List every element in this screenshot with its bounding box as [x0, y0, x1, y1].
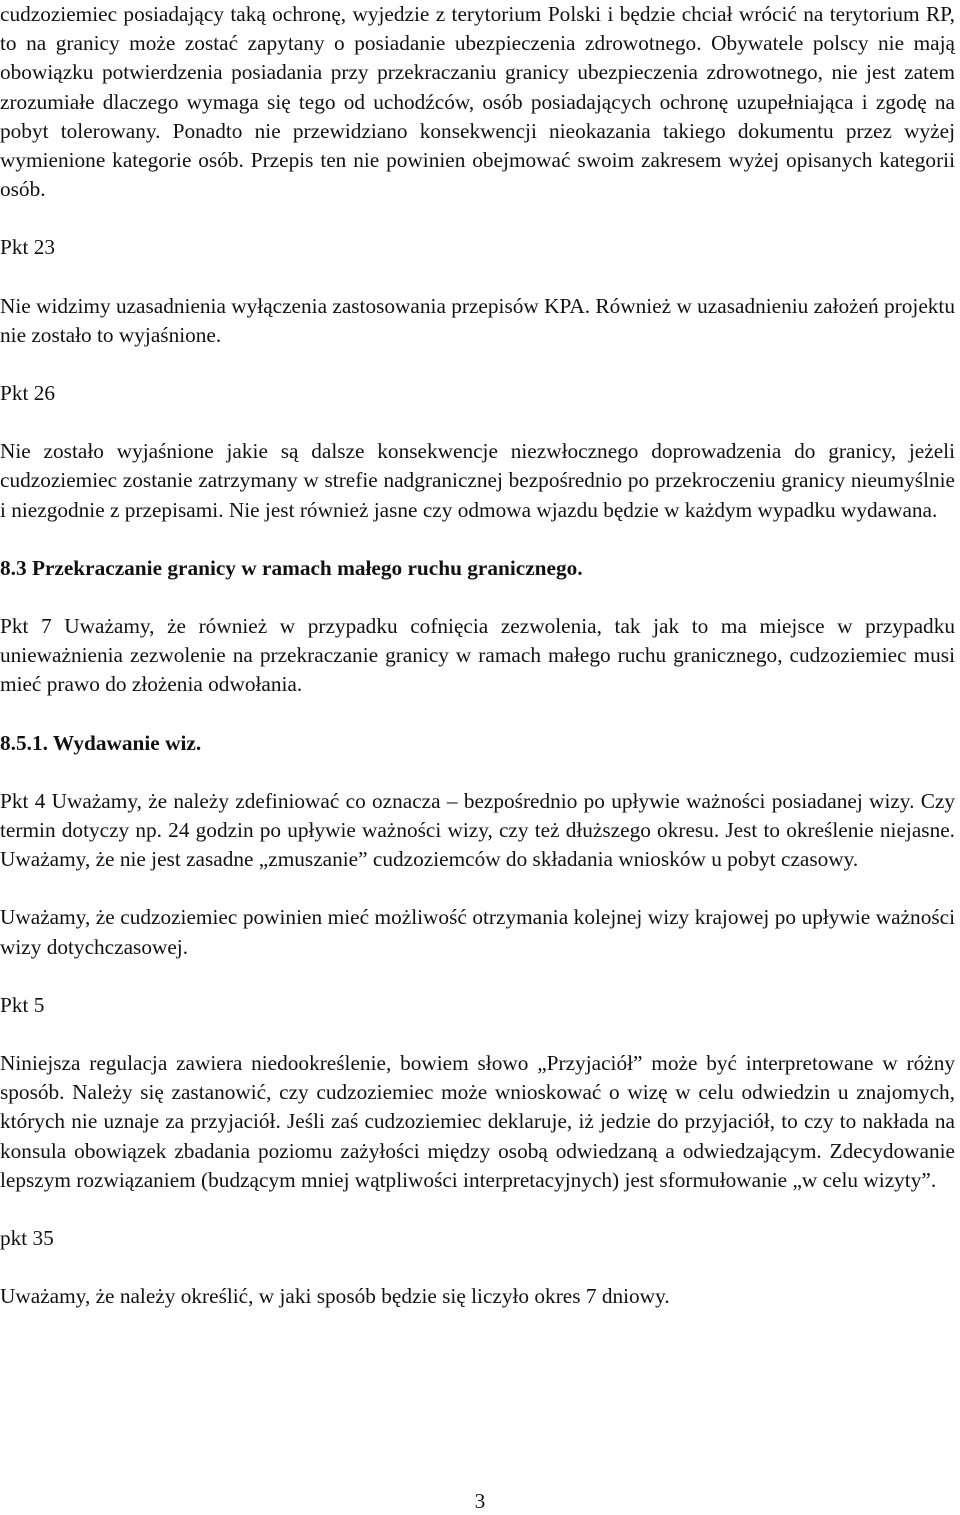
- paragraph-pkt5: Niniejsza regulacja zawiera niedookreślenie, bowiem słowo „Przyjaciół” może być interpretowane w różny sposób. Należy się zastanowić, czy cudzoziemiec może wnioskować o wizę w celu odwiedzin u znajomych, których nie uznaje za przyjaciół. Jeśli zaś cudzoziemiec deklaruje, iż jedzie do przyjaciół, to czy to nakłada na konsula obowiązek zbadania poziomu zażyłości między osobą odwiedzaną a odwiedzającym. Zdecydowanie lepszym rozwiązaniem (budzącym mniej wątpliwości interpretacyjnych) jest sformułowanie „w celu wizyty”.: [0, 1051, 955, 1192]
- spacer: [0, 874, 955, 903]
- paragraph-wiza: Uważamy, że cudzoziemiec powinien mieć możliwość otrzymania kolejnej wizy krajowej po upływie ważności wizy dotychczasowej.: [0, 905, 955, 959]
- spacer: [0, 350, 955, 379]
- section-label-pkt23: Pkt 23: [0, 235, 56, 260]
- paragraph-pkt7: Pkt 7 Uważamy, że również w przypadku cofnięcia zezwolenia, tak jak to ma miejsce w przypadku unieważnienia zezwolenie na przekraczanie granicy w ramach małego ruchu granicznego, cudzoziemiec musi mieć prawo do złożenia odwołania.: [0, 614, 955, 697]
- spacer: [0, 263, 955, 292]
- section-label-pkt5: Pkt 5: [0, 992, 45, 1017]
- paragraph-pkt26: Nie zostało wyjaśnione jakie są dalsze konsekwencje niezwłocznego doprowadzenia do granicy, jeżeli cudzoziemiec zostanie zatrzymany w strefie nadgranicznej bezpośrednio po przekroczeniu granicy nieumyślnie i niezgodnie z przepisami. Nie jest również jasne czy odmowa wjazdu będzie w każdym wypadku wydawana.: [0, 439, 955, 522]
- spacer: [0, 408, 955, 437]
- spacer: [0, 700, 955, 729]
- paragraph-pkt35: Uważamy, że należy określić, w jaki sposób będzie się liczyło okres 7 dniowy.: [0, 1284, 670, 1309]
- section-label-pkt35: pkt 35: [0, 1226, 54, 1251]
- paragraph-pkt23: Nie widzimy uzasadnienia wyłączenia zastosowania przepisów KPA. Również w uzasadnieniu założeń projektu nie zostało to wyjaśnione.: [0, 293, 955, 347]
- section-label-pkt26: Pkt 26: [0, 381, 56, 406]
- spacer: [0, 1020, 955, 1049]
- spacer: [0, 962, 955, 991]
- spacer: [0, 204, 955, 233]
- paragraph-intro: cudzoziemiec posiadający taką ochronę, wyjedzie z terytorium Polski i będzie chciał wrócić na terytorium RP, to na granicy może zostać zapytany o posiadanie ubezpieczenia zdrowotnego. Obywatele polscy nie mają obowiązku potwierdzenia posiadania przy przekraczaniu granicy ubezpieczenia zdrowotnego, nie jest zatem zrozumiałe dlaczego wymaga się tego od uchodźców, osób posiadających ochronę uzupełniająca i zgodę na pobyt tolerowany. Ponadto nie przewidziano konsekwencji nieokazania takiego dokumentu przez wyżej wymienione kategorie osób. Przepis ten nie powinien obejmować swoim zakresem wyżej opisanych kategorii osób.: [0, 2, 955, 202]
- section-heading-8-3: 8.3 Przekraczanie granicy w ramach małego ruchu granicznego.: [0, 555, 583, 580]
- spacer: [0, 1253, 955, 1282]
- spacer: [0, 525, 955, 554]
- spacer: [0, 1195, 955, 1224]
- spacer: [0, 758, 955, 787]
- paragraph-pkt4: Pkt 4 Uważamy, że należy zdefiniować co oznacza – bezpośrednio po upływie ważności posiadanej wizy. Czy termin dotyczy np. 24 godzin po upływie ważności wizy, czy też dłuższego okresu. Jest to określenie niejasne. Uważamy, że nie jest zasadne „zmuszanie” cudzoziemców do składania wniosków u pobyt czasowy.: [0, 788, 955, 872]
- spacer: [0, 583, 955, 612]
- page-number: 3: [474, 1489, 486, 1513]
- section-heading-8-5-1: 8.5.1. Wydawanie wiz.: [0, 730, 202, 755]
